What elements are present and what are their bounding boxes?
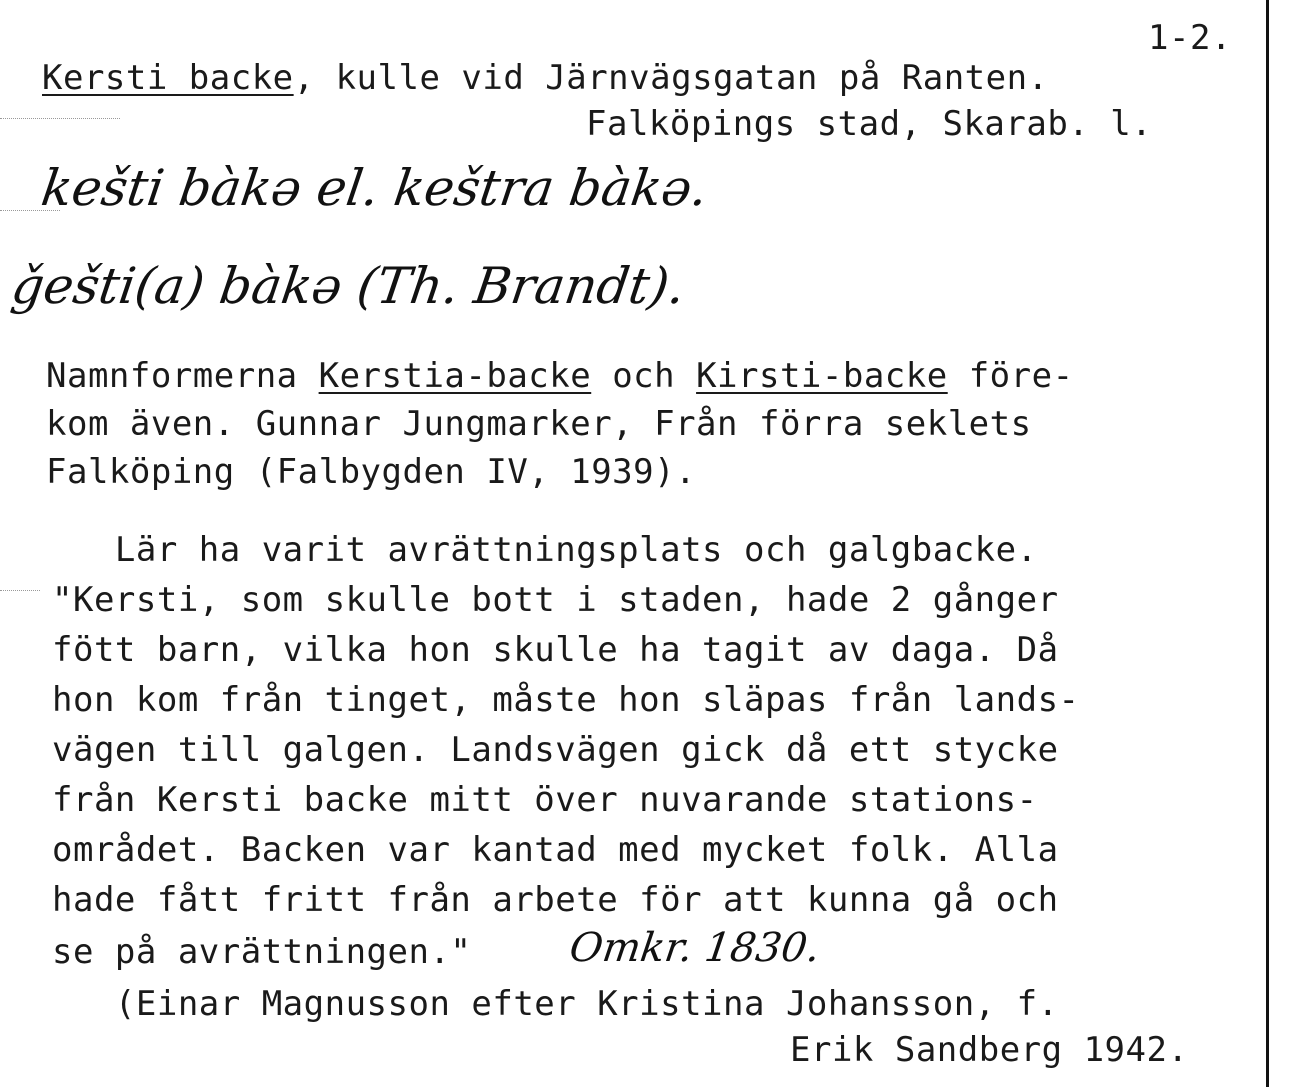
story-line: se på avrättningen." (52, 932, 472, 972)
place-name: Kersti backe (42, 58, 294, 98)
variants-line-2: kom även. Gunnar Jungmarker, Från förra seklets (46, 404, 1032, 444)
story-line: vägen till galgen. Landsvägen gick då ett stycke (52, 730, 1059, 770)
story-line: hon kom från tinget, måste hon släpas från lands- (52, 680, 1080, 720)
story-line: från Kersti backe mitt över nuvarande stations- (52, 780, 1038, 820)
source-line-1: (Einar Magnusson efter Kristina Johansson, f. (52, 984, 1059, 1024)
story-line: Lär ha varit avrättningsplats och galgbacke. (52, 530, 1038, 570)
card-edge-line (1266, 0, 1269, 1087)
card-heading (42, 58, 1049, 98)
handwritten-date-note: Omkr. 1830. (566, 925, 823, 971)
variants-line-1: Namnformerna Kerstia-backe och Kirsti-backe före- (46, 356, 1074, 396)
story-line: hade fått fritt från arbete för att kunna gå och (52, 880, 1059, 920)
scan-noise (0, 118, 120, 120)
story-line: "Kersti, som skulle bott i staden, hade 2 gånger (52, 580, 1059, 620)
location-line: Falköpings stad, Skarab. l. (586, 104, 1153, 144)
scan-noise (0, 590, 40, 592)
variant-name-kerstia: Kerstia-backe (318, 356, 592, 396)
card-number: 1-2. (1148, 18, 1232, 58)
story-line: fött barn, vilka hon skulle ha tagit av daga. Då (52, 630, 1059, 670)
source-line-2: Erik Sandberg 1942. (790, 1030, 1189, 1070)
variants-line-3: Falköping (Falbygden IV, 1939). (46, 452, 697, 492)
handwritten-pronunciation-2: ǧešti(a) bàkə (Th. Brandt). (7, 257, 689, 315)
handwritten-pronunciation-1: kešti bàkə el. keštra bàkə. (37, 159, 712, 217)
story-line: området. Backen var kantad med mycket folk. Alla (52, 830, 1059, 870)
place-description: , kulle vid Järnvägsgatan på Ranten. (293, 58, 1049, 98)
variant-name-kirsti: Kirsti-backe (696, 356, 948, 396)
